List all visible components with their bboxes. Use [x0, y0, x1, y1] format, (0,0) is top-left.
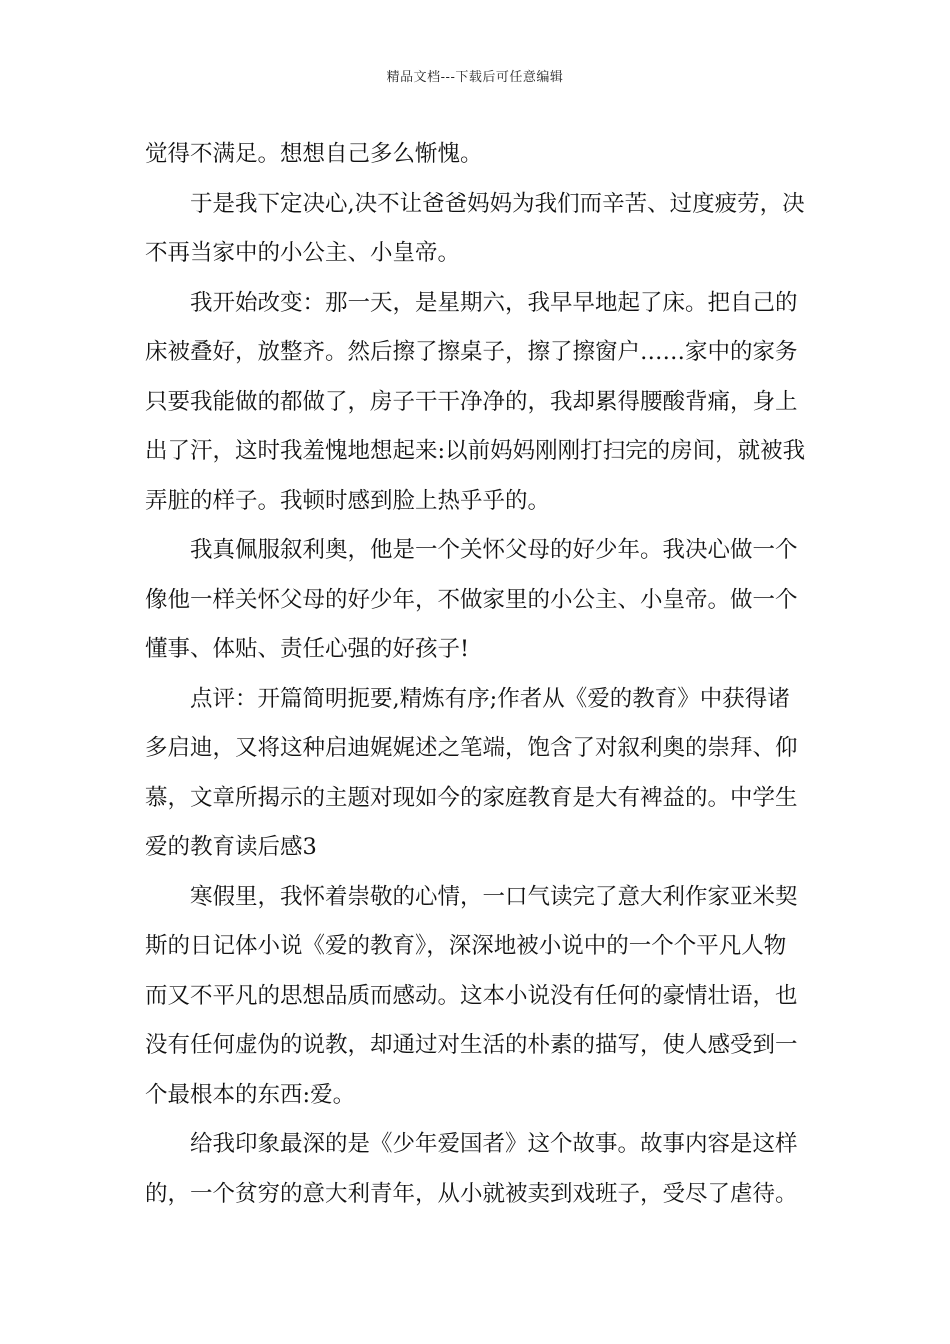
- text-line: 觉得不满足。想想自己多么惭愧。: [145, 141, 483, 167]
- text-line: 出了汗，这时我羞愧地想起来:以前妈妈刚刚打扫完的房间，就被我: [145, 438, 806, 464]
- text-line: 慕，文章所揭示的主题对现如今的家庭教育是大有裨益的。中学生: [145, 784, 798, 811]
- text-line: 像他一样关怀父母的好少年，不做家里的小公主、小皇帝。做一个: [145, 586, 798, 613]
- text-line: 点评：开篇简明扼要,精炼有序;作者从《爱的教育》中获得诸: [190, 685, 790, 712]
- page-header: 精品文档---下载后可任意编辑: [386, 70, 564, 85]
- text-line: 只要我能做的都做了，房子干干净净的，我却累得腰酸背痛，身上: [145, 388, 798, 415]
- text-line: 床被叠好，放整齐。然后擦了擦桌子，擦了擦窗户……家中的家务: [145, 339, 798, 365]
- text-line: 而又不平凡的思想品质而感动。这本小说没有任何的豪情壮语，也: [145, 982, 798, 1009]
- text-line: 寒假里，我怀着崇敬的心情，一口气读完了意大利作家亚米契: [190, 883, 798, 910]
- text-line: 多启迪，又将这种启迪娓娓述之笔端，饱含了对叙利奥的崇拜、仰: [145, 735, 798, 761]
- document-body: [145, 130, 810, 1219]
- text-line: 懂事、体贴、责任心强的好孩子!: [145, 636, 470, 662]
- text-line: 给我印象最深的是《少年爱国者》这个故事。故事内容是这样: [190, 1131, 798, 1157]
- text-line: 于是我下定决心,决不让爸爸妈妈为我们而辛苦、过度疲劳，决: [190, 190, 805, 217]
- text-line: 爱的教育读后感3: [145, 834, 317, 860]
- text-line: 没有任何虚伪的说教，却通过对生活的朴素的描写，使人感受到一: [145, 1032, 798, 1058]
- text-line: 不再当家中的小公主、小皇帝。: [145, 240, 461, 266]
- text-line: 我真佩服叙利奥，他是一个关怀父母的好少年。我决心做一个: [190, 537, 798, 563]
- text-line: 斯的日记体小说《爱的教育》，深深地被小说中的一个个平凡人物: [145, 933, 787, 959]
- text-line: 个最根本的东西:爱。: [145, 1081, 356, 1108]
- text-line: 弄脏的样子。我顿时感到脸上热乎乎的。: [145, 487, 551, 514]
- text-line: 的，一个贫穷的意大利青年，从小就被卖到戏班子，受尽了虐待。: [145, 1180, 798, 1207]
- text-line: 我开始改变：那一天，是星期六，我早早地起了床。把自己的: [190, 289, 798, 316]
